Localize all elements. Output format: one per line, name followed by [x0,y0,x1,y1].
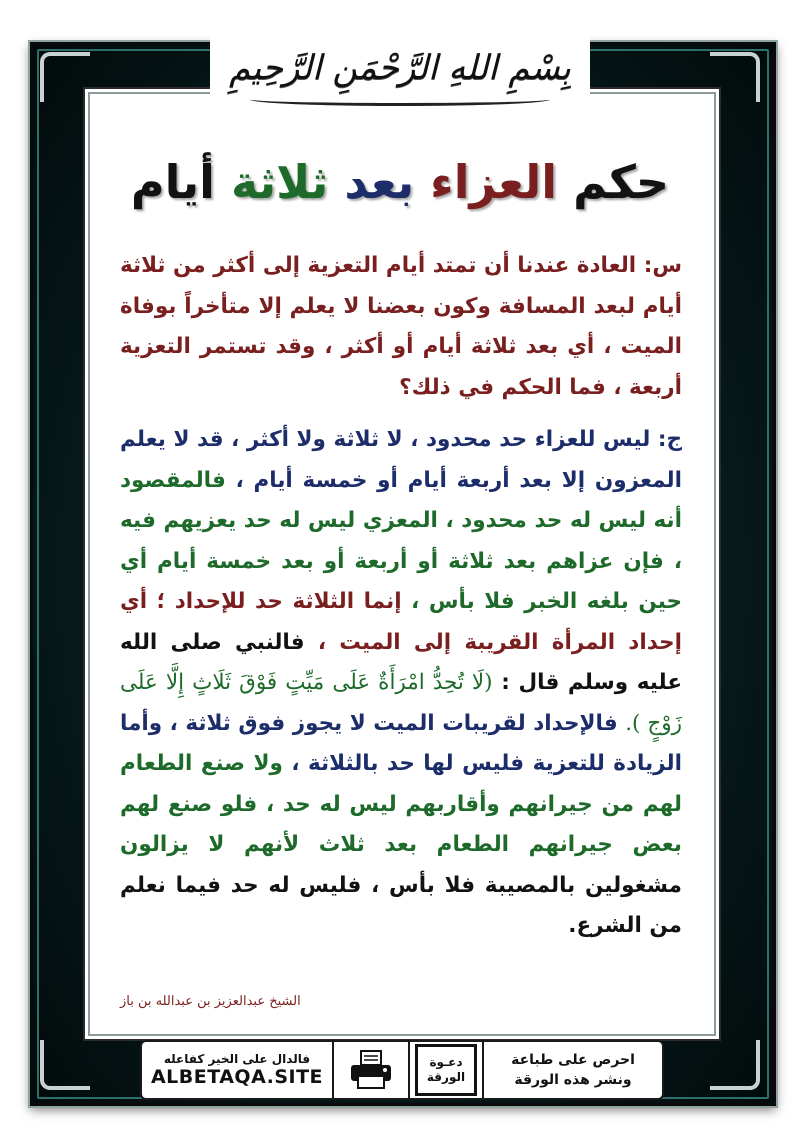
corner-ornament-top-right [710,52,760,102]
logo-line-1: دعـوة [429,1055,463,1069]
footer-print-note [484,1042,662,1098]
corner-ornament-bottom-left [40,1040,90,1090]
title-word-5: أيام [130,155,215,209]
printer-icon [334,1042,410,1098]
hadith-quote: (لَا تُحِدُّ امْرَأَةٌ عَلَى مَيِّتٍ فَوْقَ ثَلَاثٍ إِلَّا عَلَى زَوْجٍ ). [120,670,682,736]
footer-site-block [142,1042,334,1098]
footer-bar [140,1040,664,1100]
source-attribution: الشيخ عبدالعزيز بن عبدالله بن باز [120,994,301,1009]
answer-part-1: ج: ليس للعزاء حد محدود ، لا ثلاثة ولا أكثر ، قد لا يعلم المعزون إلا بعد أربعة أيام أو خمسة أيام ، [120,427,682,493]
dawat-alwaraqa-logo [410,1042,484,1098]
answer-part-7: مشغولين بالمصيبة فلا بأس ، فليس له حد فيما نعلم من الشرع. [120,872,682,938]
answer-part-4: فالنبي صلى الله عليه وسلم قال : [120,629,683,695]
title-word-4: ثلاثة [230,155,329,209]
corner-ornament-top-left [40,52,90,102]
answer-part-5: فالإحداد لقريبات الميت لا يجوز فوق ثلاثة ، وأما الزيادة للتعزية فليس لها حد بالثلاثة ، [120,710,682,776]
basmala-calligraphy: بِسْمِ اللهِ الرَّحْمَنِ الرَّحِيمِ [229,48,571,88]
logo-line-2: الورقة [426,1070,466,1084]
calligraphy-flourish [250,93,550,106]
footer-dal-text: فالدال على الخير كفاعله [163,1052,311,1066]
corner-ornament-bottom-right [710,1040,760,1090]
page-title [100,152,700,212]
answer-part-3: إنما الثلاثة حد للإحداد ؛ أي إحداد المرأة القريبة إلى الميت ، [120,589,682,655]
footer-note-line-2: ونشر هذه الورقة [514,1072,632,1088]
title-word-2: العزاء [430,155,558,209]
answer-part-2: فالمقصود أنه ليس له حد محدود ، المعزي ليس له حد يعزيهم فيه ، فإن عزاهم بعد ثلاثة أو أربعة أو بعد خمسة أيام أي حين بلغه الخبر فلا بأس ، [120,467,682,614]
footer-site-link[interactable]: ALBETAQA.SITE [150,1066,324,1088]
answer-part-6: ولا صنع الطعام لهم من جيرانهم وأقاربهم ليس له حد ، فلو صنع لهم بعض جيرانهم الطعام بعد ثلاث لأنهم لا يزالون [120,751,682,857]
title-word-3: بعد [344,155,415,209]
basmala-banner [210,18,590,118]
answer-paragraph [120,420,682,947]
title-word-1: حكم [573,155,670,209]
footer-note-line-1: احرص على طباعة [511,1052,635,1068]
question-paragraph: س: العادة عندنا أن تمتد أيام التعزية إلى أكثر من ثلاثة أيام لبعد المسافة وكون بعضنا لا يعلم إلا متأخراً بوفاة الميت ، أي بعد ثلاثة أيام أو أكثر ، وقد تستمر التعزية أربعة ، فما الحكم في ذلك؟ [120,253,682,400]
article-body [120,246,682,947]
